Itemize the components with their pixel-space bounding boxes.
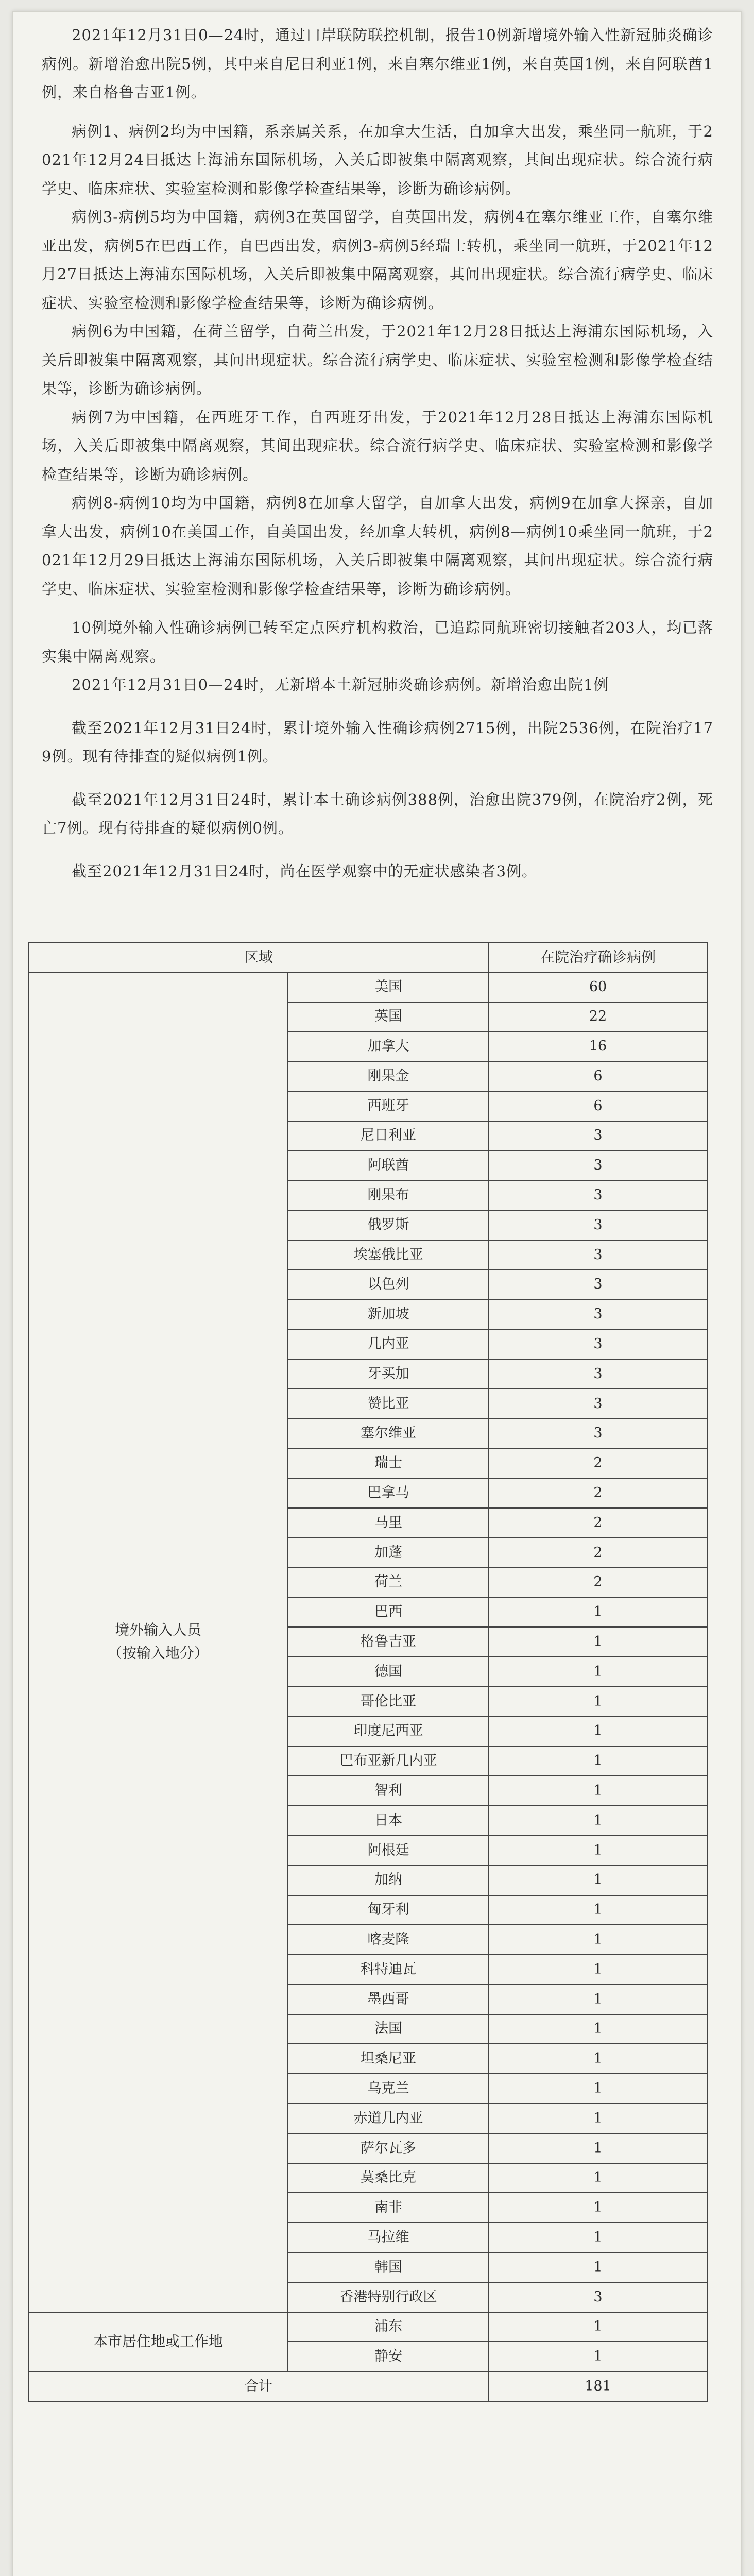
total-label: 合计 (28, 2371, 489, 2401)
case-count: 1 (489, 1598, 707, 1628)
district-name: 静安 (288, 2342, 489, 2371)
region-name: 加拿大 (288, 1031, 489, 1061)
region-name: 巴西 (288, 1598, 489, 1628)
region-name: 阿根廷 (288, 1836, 489, 1866)
case-count: 1 (489, 1747, 707, 1776)
case-count: 2 (489, 1538, 707, 1568)
paragraph-contacts: 10例境外输入性确诊病例已转至定点医疗机构救治，已追踪同航班密切接触者203人，均已落实集中隔离观察。 (42, 619, 713, 665)
region-name: 墨西哥 (288, 1985, 489, 2014)
region-name: 科特迪瓦 (288, 1955, 489, 1985)
region-name: 俄罗斯 (288, 1210, 489, 1240)
case-count: 1 (489, 2133, 707, 2163)
case-count: 3 (489, 1121, 707, 1151)
case-count: 1 (489, 2312, 707, 2342)
region-name: 西班牙 (288, 1091, 489, 1121)
total-row (28, 2371, 707, 2401)
region-name: 马里 (288, 1508, 489, 1538)
region-name: 英国 (288, 1002, 489, 1032)
region-name: 哥伦比亚 (288, 1687, 489, 1717)
region-name: 刚果金 (288, 1061, 489, 1091)
case-count: 2 (489, 1508, 707, 1538)
case-count: 1 (489, 2252, 707, 2282)
case-count: 1 (489, 1717, 707, 1747)
group-overseas-label (28, 972, 288, 2312)
case-count: 3 (489, 2282, 707, 2312)
table-body (28, 972, 707, 2371)
case-count: 3 (489, 1240, 707, 1270)
region-name: 刚果布 (288, 1180, 489, 1210)
region-name: 德国 (288, 1657, 489, 1687)
region-name: 阿联酋 (288, 1151, 489, 1181)
article-body (42, 21, 713, 886)
group-overseas-line1: 境外输入人员 (114, 1621, 201, 1639)
case-count: 3 (489, 1359, 707, 1389)
case-count: 1 (489, 1657, 707, 1687)
region-name: 印度尼西亚 (288, 1717, 489, 1747)
case-count: 1 (489, 1836, 707, 1866)
case-count: 60 (489, 972, 707, 1002)
region-name: 赞比亚 (288, 1389, 489, 1419)
paragraph-case-1-2: 病例1、病例2均为中国籍，系亲属关系，在加拿大生活，自加拿大出发，乘坐同一航班，于2021年12月24日抵达上海浦东国际机场，入关后即被集中隔离观察，其间出现症状。综合流行病学史、临床症状、实验室检测和影像学检查结果等，诊断为确诊病例。 (42, 122, 713, 197)
case-count: 1 (489, 1806, 707, 1836)
region-name: 马拉维 (288, 2223, 489, 2252)
region-name: 萨尔瓦多 (288, 2133, 489, 2163)
region-name: 巴拿马 (288, 1478, 489, 1508)
region-name: 埃塞俄比亚 (288, 1240, 489, 1270)
region-name: 智利 (288, 1776, 489, 1806)
case-count: 1 (489, 1866, 707, 1895)
region-name: 南非 (288, 2193, 489, 2223)
group-local-label: 本市居住地或工作地 (28, 2312, 288, 2372)
region-name: 莫桑比克 (288, 2163, 489, 2193)
case-count: 3 (489, 1151, 707, 1181)
case-count: 1 (489, 2104, 707, 2133)
region-name: 塞尔维亚 (288, 1419, 489, 1449)
region-name: 尼日利亚 (288, 1121, 489, 1151)
table-header-row (28, 942, 707, 972)
table-row (28, 2312, 707, 2342)
region-name: 韩国 (288, 2252, 489, 2282)
case-count: 1 (489, 1895, 707, 1925)
case-count: 3 (489, 1329, 707, 1359)
paragraph-summary: 2021年12月31日0—24时，通过口岸联防联控机制，报告10例新增境外输入性新冠肺炎确诊病例。新增治愈出院5例，其中来自尼日利亚1例，来自塞尔维亚1例，来自英国1例，来自阿联酋1例，来自格鲁吉亚1例。 (42, 26, 713, 101)
case-count: 3 (489, 1389, 707, 1419)
case-count: 6 (489, 1061, 707, 1091)
case-count: 22 (489, 1002, 707, 1032)
paragraph-case-7: 病例7为中国籍，在西班牙工作，自西班牙出发，于2021年12月28日抵达上海浦东国际机场，入关后即被集中隔离观察，其间出现症状。综合流行病学史、临床症状、实验室检测和影像学检查结果等，诊断为确诊病例。 (42, 408, 713, 483)
case-count: 1 (489, 1955, 707, 1985)
group-overseas-line2: （按输入地分） (107, 1645, 209, 1662)
case-count: 1 (489, 2193, 707, 2223)
region-name: 匈牙利 (288, 1895, 489, 1925)
region-name: 香港特别行政区 (288, 2282, 489, 2312)
case-count: 1 (489, 2223, 707, 2252)
region-name: 几内亚 (288, 1329, 489, 1359)
region-name: 坦桑尼亚 (288, 2044, 489, 2074)
cases-table (28, 942, 708, 2402)
header-cases: 在院治疗确诊病例 (489, 942, 707, 972)
region-name: 法国 (288, 2014, 489, 2044)
region-name: 以色列 (288, 1270, 489, 1300)
paragraph-overseas-cumulative: 截至2021年12月31日24时，累计境外输入性确诊病例2715例，出院2536例，在院治疗179例。现有待排查的疑似病例1例。 (42, 719, 713, 765)
paragraph-asymptomatic: 截至2021年12月31日24时，尚在医学观察中的无症状感染者3例。 (72, 862, 537, 880)
region-name: 巴布亚新几内亚 (288, 1747, 489, 1776)
paragraph-local: 2021年12月31日0—24时，无新增本土新冠肺炎确诊病例。新增治愈出院1例 (72, 676, 609, 693)
region-name: 格鲁吉亚 (288, 1627, 489, 1657)
case-count: 1 (489, 2342, 707, 2371)
case-count: 1 (489, 1985, 707, 2014)
region-name: 喀麦隆 (288, 1925, 489, 1955)
case-count: 3 (489, 1180, 707, 1210)
case-count: 1 (489, 1687, 707, 1717)
case-count: 1 (489, 2163, 707, 2193)
region-name: 加纳 (288, 1866, 489, 1895)
region-name: 美国 (288, 972, 489, 1002)
district-name: 浦东 (288, 2312, 489, 2342)
case-count: 3 (489, 1270, 707, 1300)
case-count: 1 (489, 2074, 707, 2104)
case-count: 2 (489, 1449, 707, 1479)
case-count: 2 (489, 1478, 707, 1508)
paragraph-case-6: 病例6为中国籍，在荷兰留学，自荷兰出发，于2021年12月28日抵达上海浦东国际机场，入关后即被集中隔离观察，其间出现症状。综合流行病学史、临床症状、实验室检测和影像学检查结果等，诊断为确诊病例。 (42, 323, 713, 397)
header-region: 区域 (28, 942, 489, 972)
case-count: 1 (489, 1925, 707, 1955)
paragraph-case-8-10: 病例8-病例10均为中国籍，病例8在加拿大留学，自加拿大出发，病例9在加拿大探亲，自加拿大出发，病例10在美国工作，自美国出发，经加拿大转机，病例8—病例10乘坐同一航班，于2021年12月29日抵达上海浦东国际机场，入关后即被集中隔离观察，其间出现症状。综合流行病学史、临床症状、实验室检测和影像学检查结果等，诊断为确诊病例。 (42, 494, 713, 598)
region-name: 荷兰 (288, 1568, 489, 1598)
case-count: 2 (489, 1568, 707, 1598)
region-name: 乌克兰 (288, 2074, 489, 2104)
total-value: 181 (489, 2371, 707, 2401)
case-count: 1 (489, 1627, 707, 1657)
region-name: 瑞士 (288, 1449, 489, 1479)
case-count: 1 (489, 2014, 707, 2044)
case-count: 3 (489, 1210, 707, 1240)
region-name: 日本 (288, 1806, 489, 1836)
region-name: 牙买加 (288, 1359, 489, 1389)
region-name: 新加坡 (288, 1300, 489, 1330)
table-row (28, 972, 707, 1002)
case-count: 3 (489, 1419, 707, 1449)
case-count: 3 (489, 1300, 707, 1330)
case-count: 1 (489, 1776, 707, 1806)
case-count: 6 (489, 1091, 707, 1121)
case-count: 16 (489, 1031, 707, 1061)
paragraph-local-cumulative: 截至2021年12月31日24时，累计本土确诊病例388例，治愈出院379例，在院治疗2例，死亡7例。现有待排查的疑似病例0例。 (42, 790, 713, 837)
case-count: 1 (489, 2044, 707, 2074)
region-name: 加蓬 (288, 1538, 489, 1568)
region-name: 赤道几内亚 (288, 2104, 489, 2133)
paragraph-case-3-5: 病例3-病例5均为中国籍，病例3在英国留学，自英国出发，病例4在塞尔维亚工作，自塞尔维亚出发，病例5在巴西工作，自巴西出发，病例3-病例5经瑞士转机，乘坐同一航班，于2021年12月27日抵达上海浦东国际机场，入关后即被集中隔离观察，其间出现症状。综合流行病学史、临床症状、实验室检测和影像学检查结果等，诊断为确诊病例。 (42, 208, 713, 312)
